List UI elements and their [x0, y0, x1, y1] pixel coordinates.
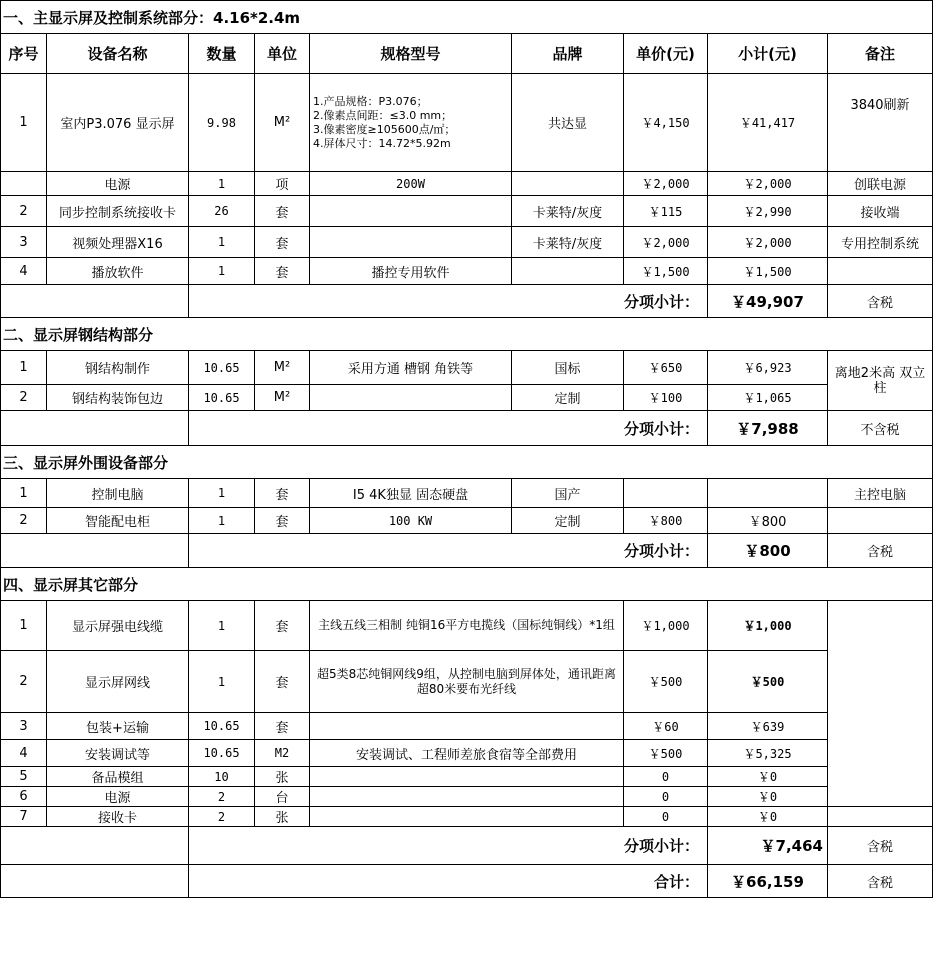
spec-line: 1.产品规格：P3.076； [313, 94, 428, 108]
cell-note [828, 258, 933, 285]
cell-unit: 套 [255, 258, 310, 285]
cell-brand [512, 258, 624, 285]
cell-brand: 国产 [512, 479, 624, 508]
cell-spec [310, 74, 512, 172]
cell-qty: 9.98 [189, 74, 255, 172]
cell-no: 4 [1, 258, 47, 285]
cell-qty: 10.65 [189, 351, 255, 385]
cell-qty: 10.65 [189, 385, 255, 411]
cell-price: ￥1,500 [624, 258, 708, 285]
cell-spec [310, 713, 624, 740]
cell-spec [310, 807, 624, 827]
cell-price: ￥4,150 [624, 74, 708, 172]
cell-note [828, 807, 933, 827]
header-brand: 品牌 [512, 34, 624, 74]
cell-brand [512, 172, 624, 196]
cell-subtotal: ￥2,000 [708, 227, 828, 258]
cell-no: 6 [1, 787, 47, 807]
subtotal-label: 分项小计： [189, 827, 708, 865]
spec-line: 3.像素密度≥105600点/㎡； [313, 122, 456, 136]
header-name: 设备名称 [47, 34, 189, 74]
cell-qty: 1 [189, 258, 255, 285]
subtotal-blank [1, 534, 189, 568]
section-1-title-row [1, 1, 933, 34]
cell-unit: M2 [255, 740, 310, 767]
cell-spec: 播控专用软件 [310, 258, 512, 285]
cell-price: 0 [624, 807, 708, 827]
cell-unit: 台 [255, 787, 310, 807]
subtotal-value: ￥7,464 [708, 827, 828, 865]
cell-brand: 定制 [512, 508, 624, 534]
table-row [1, 651, 933, 713]
cell-spec: 主线五线三相制 纯铜16平方电揽线（国标纯铜线）*1组 [310, 601, 624, 651]
cell-price: ￥1,000 [624, 601, 708, 651]
cell-note: 离地2米高 双立柱 [828, 351, 933, 411]
cell-brand: 共达显 [512, 74, 624, 172]
cell-no: 1 [1, 601, 47, 651]
subtotal-label: 分项小计： [189, 534, 708, 568]
cell-spec: 200W [310, 172, 512, 196]
cell-spec [310, 227, 512, 258]
table-row [1, 258, 933, 285]
cell-name: 包装+运输 [47, 713, 189, 740]
section-title: 三、显示屏外围设备部分 [1, 446, 933, 479]
cell-subtotal: ￥0 [708, 807, 828, 827]
cell-no [1, 172, 47, 196]
section-2-title-row [1, 318, 933, 351]
subtotal-note: 含税 [828, 285, 933, 318]
cell-no: 1 [1, 479, 47, 508]
header-row [1, 34, 933, 74]
cell-subtotal: ￥41,417 [708, 74, 828, 172]
table-row [1, 787, 933, 807]
section-4-subtotal-row [1, 827, 933, 865]
cell-unit: M² [255, 74, 310, 172]
cell-name: 播放软件 [47, 258, 189, 285]
subtotal-blank [1, 285, 189, 318]
cell-qty: 1 [189, 172, 255, 196]
header-subtotal: 小计(元) [708, 34, 828, 74]
cell-qty: 10.65 [189, 740, 255, 767]
table-row [1, 713, 933, 740]
cell-unit: 项 [255, 172, 310, 196]
cell-subtotal: ￥5,325 [708, 740, 828, 767]
table-row [1, 172, 933, 196]
cell-note: 主控电脑 [828, 479, 933, 508]
subtotal-note: 含税 [828, 534, 933, 568]
cell-name: 同步控制系统接收卡 [47, 196, 189, 227]
cell-name: 室内P3.076 显示屏 [47, 74, 189, 172]
cell-no: 3 [1, 713, 47, 740]
cell-note: 创联电源 [828, 172, 933, 196]
cell-price: ￥2,000 [624, 227, 708, 258]
cell-spec: 超5类8芯纯铜网线9组，从控制电脑到屏体处，通讯距离超80米要布光纤线 [310, 651, 624, 713]
cell-subtotal: ￥800 [708, 508, 828, 534]
cell-qty: 1 [189, 508, 255, 534]
subtotal-label: 分项小计： [189, 285, 708, 318]
spec-line: 4.屏体尺寸：14.72*5.92m [313, 136, 451, 150]
cell-subtotal [708, 479, 828, 508]
cell-no: 5 [1, 767, 47, 787]
subtotal-value: ￥800 [708, 534, 828, 568]
cell-unit: M² [255, 351, 310, 385]
header-unit: 单位 [255, 34, 310, 74]
cell-subtotal: ￥500 [708, 651, 828, 713]
total-note: 含税 [828, 865, 933, 898]
cell-qty: 2 [189, 787, 255, 807]
cell-spec [310, 385, 512, 411]
cell-name: 电源 [47, 172, 189, 196]
cell-note [828, 601, 933, 807]
cell-spec: I5 4K独显 固态硬盘 [310, 479, 512, 508]
subtotal-note: 含税 [828, 827, 933, 865]
cell-note: 3840刷新 [828, 74, 933, 172]
cell-qty: 2 [189, 807, 255, 827]
cell-name: 控制电脑 [47, 479, 189, 508]
subtotal-label: 分项小计： [189, 411, 708, 446]
cell-subtotal: ￥0 [708, 787, 828, 807]
cell-subtotal: ￥2,990 [708, 196, 828, 227]
cell-spec: 采用方通 槽钢 角铁等 [310, 351, 512, 385]
cell-note: 专用控制系统 [828, 227, 933, 258]
cell-unit: 套 [255, 508, 310, 534]
cell-unit: 套 [255, 713, 310, 740]
cell-no: 2 [1, 508, 47, 534]
cell-spec [310, 767, 624, 787]
cell-unit: 套 [255, 651, 310, 713]
cell-name: 智能配电柜 [47, 508, 189, 534]
cell-name: 显示屏强电线缆 [47, 601, 189, 651]
cell-no: 2 [1, 196, 47, 227]
cell-unit: M² [255, 385, 310, 411]
cell-name: 钢结构制作 [47, 351, 189, 385]
table-row [1, 601, 933, 651]
subtotal-value: ￥49,907 [708, 285, 828, 318]
total-label: 合计： [189, 865, 708, 898]
table-row [1, 227, 933, 258]
cell-price: ￥500 [624, 740, 708, 767]
table-row [1, 385, 933, 411]
cell-name: 显示屏网线 [47, 651, 189, 713]
cell-qty: 1 [189, 601, 255, 651]
cell-no: 2 [1, 651, 47, 713]
cell-brand: 定制 [512, 385, 624, 411]
cell-spec [310, 196, 512, 227]
total-blank [1, 865, 189, 898]
cell-no: 1 [1, 351, 47, 385]
cell-spec: 100 KW [310, 508, 512, 534]
section-title: 四、显示屏其它部分 [1, 568, 933, 601]
section-title: 一、主显示屏及控制系统部分：4.16*2.4m [1, 1, 933, 34]
cell-subtotal: ￥2,000 [708, 172, 828, 196]
cell-price: ￥500 [624, 651, 708, 713]
table-row [1, 807, 933, 827]
cell-name: 安装调试等 [47, 740, 189, 767]
subtotal-value: ￥7,988 [708, 411, 828, 446]
cell-subtotal: ￥1,000 [708, 601, 828, 651]
subtotal-blank [1, 827, 189, 865]
section-1-subtotal-row [1, 285, 933, 318]
table-row [1, 508, 933, 534]
total-row [1, 865, 933, 898]
cell-no: 3 [1, 227, 47, 258]
cell-note [828, 508, 933, 534]
table-row [1, 740, 933, 767]
cell-price: ￥650 [624, 351, 708, 385]
cell-name: 接收卡 [47, 807, 189, 827]
cell-subtotal: ￥639 [708, 713, 828, 740]
cell-name: 备品模组 [47, 767, 189, 787]
cell-name: 视频处理器X16 [47, 227, 189, 258]
cell-qty: 1 [189, 479, 255, 508]
section-title: 二、显示屏钢结构部分 [1, 318, 933, 351]
section-3-subtotal-row [1, 534, 933, 568]
cell-qty: 1 [189, 227, 255, 258]
cell-no: 2 [1, 385, 47, 411]
cell-unit: 套 [255, 196, 310, 227]
cell-subtotal: ￥6,923 [708, 351, 828, 385]
cell-no: 1 [1, 74, 47, 172]
cell-name: 电源 [47, 787, 189, 807]
table-row [1, 767, 933, 787]
cell-unit: 套 [255, 601, 310, 651]
header-note: 备注 [828, 34, 933, 74]
total-value: ￥66,159 [708, 865, 828, 898]
table-row [1, 196, 933, 227]
cell-qty: 10 [189, 767, 255, 787]
table-row [1, 351, 933, 385]
cell-spec [310, 787, 624, 807]
cell-no: 7 [1, 807, 47, 827]
subtotal-blank [1, 411, 189, 446]
cell-note: 接收端 [828, 196, 933, 227]
header-qty: 数量 [189, 34, 255, 74]
cell-price: 0 [624, 767, 708, 787]
cell-unit: 套 [255, 479, 310, 508]
table-row [1, 74, 933, 172]
cell-qty: 1 [189, 651, 255, 713]
cell-price: ￥115 [624, 196, 708, 227]
cell-qty: 26 [189, 196, 255, 227]
cell-unit: 张 [255, 807, 310, 827]
section-4-title-row [1, 568, 933, 601]
cell-price: ￥800 [624, 508, 708, 534]
cell-brand: 卡莱特/灰度 [512, 227, 624, 258]
cell-brand: 国标 [512, 351, 624, 385]
header-spec: 规格型号 [310, 34, 512, 74]
subtotal-note: 不含税 [828, 411, 933, 446]
section-2-subtotal-row [1, 411, 933, 446]
cell-unit: 张 [255, 767, 310, 787]
header-no: 序号 [1, 34, 47, 74]
header-price: 单价(元) [624, 34, 708, 74]
cell-name: 钢结构装饰包边 [47, 385, 189, 411]
cell-brand: 卡莱特/灰度 [512, 196, 624, 227]
cell-price: ￥2,000 [624, 172, 708, 196]
cell-subtotal: ￥1,500 [708, 258, 828, 285]
cell-subtotal: ￥1,065 [708, 385, 828, 411]
cell-price: 0 [624, 787, 708, 807]
cell-price [624, 479, 708, 508]
table-row [1, 479, 933, 508]
cell-spec: 安装调试、工程师差旅食宿等全部费用 [310, 740, 624, 767]
cell-price: ￥100 [624, 385, 708, 411]
cell-unit: 套 [255, 227, 310, 258]
section-3-title-row [1, 446, 933, 479]
cell-subtotal: ￥0 [708, 767, 828, 787]
spec-line: 2.像素点间距：≤3.0 mm； [313, 108, 453, 122]
cell-qty: 10.65 [189, 713, 255, 740]
cell-no: 4 [1, 740, 47, 767]
cell-price: ￥60 [624, 713, 708, 740]
